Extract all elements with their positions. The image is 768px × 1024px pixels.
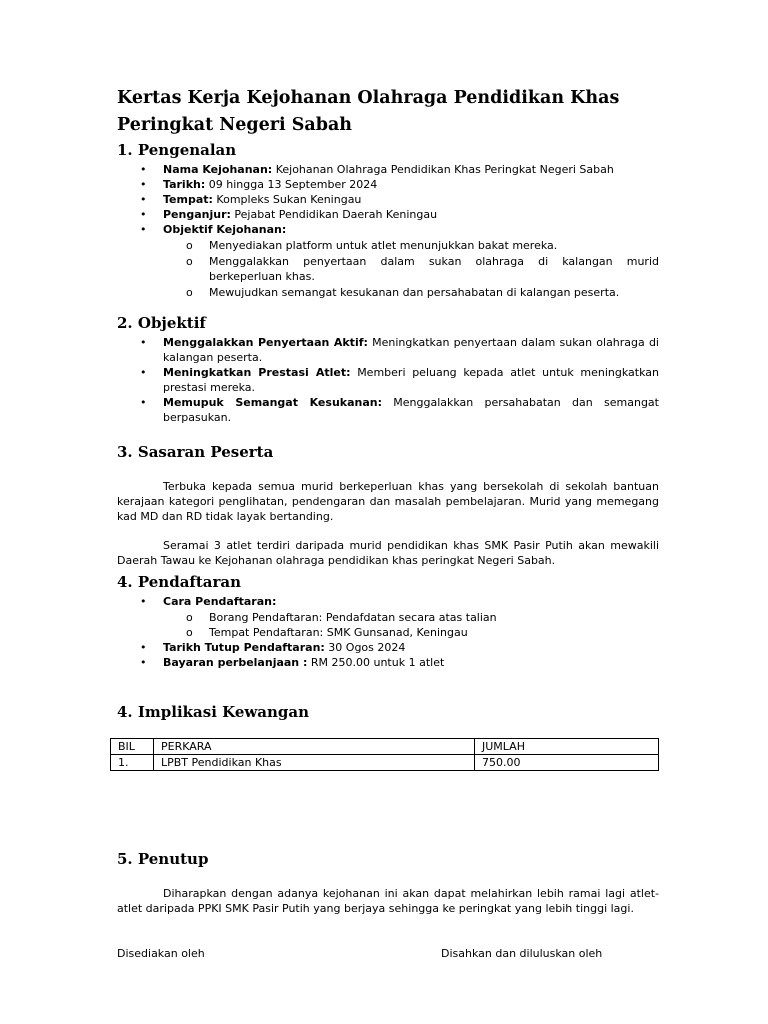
prepared-by-label: Disediakan oleh [117, 947, 205, 960]
approved-by-label: Disahkan dan diluluskan oleh [441, 947, 603, 960]
objektif-sublist [163, 238, 659, 300]
table-header: BIL [111, 739, 154, 755]
sub-list-item: o Borang Pendaftaran: Pendafdatan secara atas talian [117, 610, 659, 625]
table-cell: 1. [111, 755, 154, 771]
table-cell: 750.00 [475, 755, 659, 771]
list-item: • Penganjur: Pejabat Pendidikan Daerah Keningau [117, 207, 659, 222]
list-item: • Tempat: Kompleks Sukan Keningau [117, 192, 659, 207]
sub-list-item: o Menggalakkan penyertaan dalam sukan olahraga di kalangan murid berkeperluan khas. [117, 254, 659, 284]
section-heading-penutup: 5. Penutup [117, 850, 209, 868]
table-row [111, 755, 659, 771]
objektif-list [117, 335, 659, 425]
sasaran-paragraph-2: Seramai 3 atlet terdiri daripada murid pendidikan khas SMK Pasir Putih akan mewakili Daerah Tawau ke Kejohanan olahraga pendidikan khas peringkat Negeri Sabah. [117, 539, 659, 567]
sasaran-paragraph-1: Terbuka kepada semua murid berkeperluan khas yang bersekolah di sekolah bantuan kerajaan kategori penglihatan, pendengaran dan masalah pembelajaran. Murid yang memegang kad MD dan RD tidak layak bertanding. [117, 480, 659, 523]
list-item: • Tarikh: 09 hingga 13 September 2024 [117, 177, 659, 192]
table-header-row [111, 739, 659, 755]
pengenalan-list [117, 162, 659, 300]
pendaftaran-list [117, 594, 659, 670]
section-heading-pendaftaran: 4. Pendaftaran [117, 573, 242, 591]
list-item: • Bayaran perbelanjaan : RM 250.00 untuk 1 atlet [117, 655, 659, 670]
section-heading-sasaran: 3. Sasaran Peserta [117, 443, 274, 461]
section-heading-pengenalan: 1. Pengenalan [117, 141, 237, 159]
penutup-paragraph: Diharapkan dengan adanya kejohanan ini akan dapat melahirkan lebih ramai lagi atlet-atlet daripada PPKI SMK Pasir Putih yang berjaya sehingga ke peringkat yang lebih tinggi lagi. [117, 887, 659, 915]
table-cell: LPBT Pendidikan Khas [154, 755, 475, 771]
sub-list-item: o Menyediakan platform untuk atlet menunjukkan bakat mereka. [117, 238, 659, 253]
section-heading-objektif: 2. Objektif [117, 314, 206, 332]
list-item: • Menggalakkan Penyertaan Aktif: Meningkatkan penyertaan dalam sukan olahraga di kalangan peserta. [117, 335, 659, 365]
list-item: • Meningkatkan Prestasi Atlet: Memberi peluang kepada atlet untuk meningkatkan prestasi mereka. [117, 365, 659, 395]
section-heading-kewangan: 4. Implikasi Kewangan [117, 703, 310, 721]
list-item: • Memupuk Semangat Kesukanan: Menggalakkan persahabatan dan semangat berpasukan. [117, 395, 659, 425]
list-item: • Cara Pendaftaran: o Borang Pendaftaran: Pendafdatan secara atas talian o Tempat Pendaftaran: SMK Gunsanad, Keningau [117, 594, 659, 640]
cara-pendaftaran-sublist [163, 610, 659, 640]
table-header: PERKARA [154, 739, 475, 755]
list-item: • Objektif Kejohanan: o Menyediakan platform untuk atlet menunjukkan bakat mereka. o Menggalakkan penyertaan dalam sukan olahraga di kalangan murid berkeperluan khas. o Mewujudkan semangat kesukanan dan persahabatan di kalangan peserta. [117, 222, 659, 300]
table-header: JUMLAH [475, 739, 659, 755]
document-body [117, 85, 659, 916]
list-item: • Tarikh Tutup Pendaftaran: 30 Ogos 2024 [117, 640, 659, 655]
kewangan-table [110, 738, 659, 771]
sub-list-item: o Tempat Pendaftaran: SMK Gunsanad, Keningau [117, 625, 659, 640]
document-title: Kertas Kerja Kejohanan Olahraga Pendidikan Khas Peringkat Negeri Sabah [117, 88, 620, 135]
list-item: • Nama Kejohanan: Kejohanan Olahraga Pendidikan Khas Peringkat Negeri Sabah [117, 162, 659, 177]
sub-list-item: o Mewujudkan semangat kesukanan dan persahabatan di kalangan peserta. [117, 285, 659, 300]
